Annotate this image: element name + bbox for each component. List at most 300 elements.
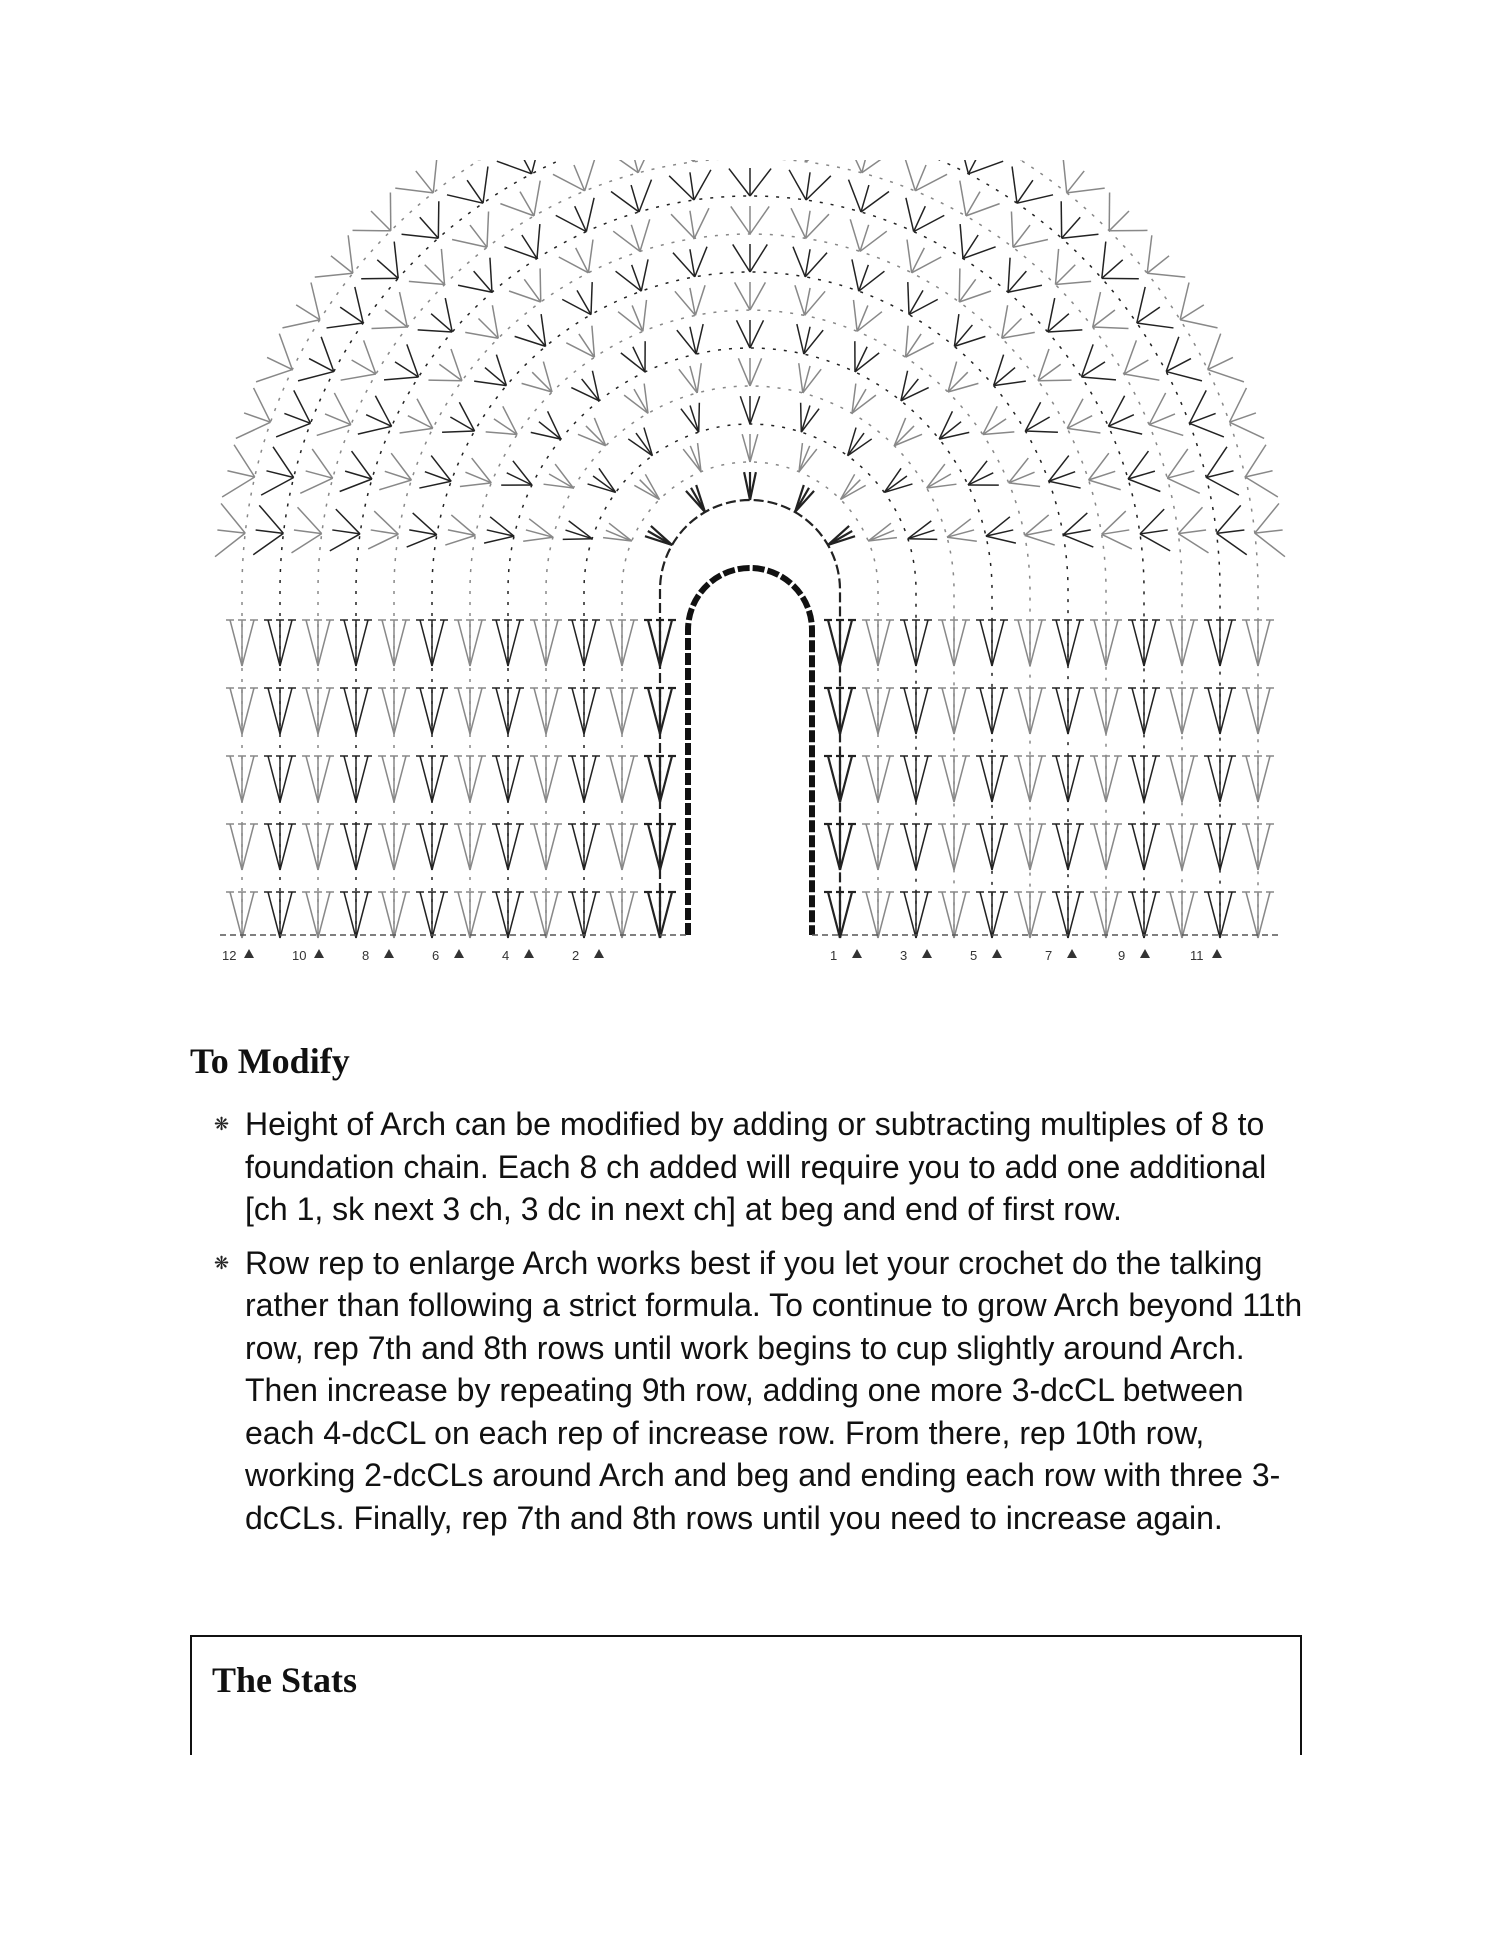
stitch-fan: [465, 305, 498, 338]
stitch-fan: [613, 219, 650, 251]
stitch-fan: [742, 434, 758, 462]
stitch-fan: [938, 824, 970, 870]
row-label-right: 7: [1045, 948, 1053, 963]
stitch-fan: [418, 298, 453, 332]
stitch-fan: [611, 180, 651, 212]
list-item-text: Height of Arch can be modified by adding or subtracting multiples of 8 to foundation chain. Each 8 ch added will require you to add one additional [ch 1, sk next 3 ch, 3 dc in next ch] at beg and end of first row.: [245, 1106, 1267, 1227]
stitch-fan: [606, 620, 638, 666]
stitch-fan: [358, 396, 392, 434]
stitch-fan: [853, 300, 881, 331]
stitch-fan: [959, 268, 991, 302]
stitch-fan: [1128, 892, 1160, 938]
stitch-fan: [1124, 340, 1159, 380]
stitch-fan: [1102, 511, 1132, 549]
stitch-fan: [1090, 688, 1122, 734]
stitch-fan: [568, 892, 600, 938]
stitch-fan: [256, 334, 292, 382]
stitch-fan: [1089, 453, 1121, 490]
stitch-fan: [644, 824, 676, 870]
stitch-fan: [1242, 824, 1274, 870]
stitch-fan: [737, 320, 764, 348]
stitch-fan: [960, 181, 1000, 216]
stitch-fan: [824, 688, 856, 734]
stitch-fan: [226, 892, 258, 938]
stitch-fan: [960, 224, 995, 259]
stitch-fan: [568, 824, 600, 870]
stitch-fan: [852, 259, 884, 291]
stitch-fan: [1166, 756, 1198, 802]
stitch-fan: [1025, 515, 1055, 545]
stitch-fan: [531, 411, 561, 439]
stitch-fan: [947, 519, 977, 541]
stitch-fan: [1204, 824, 1236, 870]
stitch-fan: [454, 756, 486, 802]
stitch-fan: [402, 201, 439, 238]
stitch-fan: [1242, 756, 1274, 802]
stitch-fan: [828, 526, 855, 545]
stitch-fan: [906, 326, 934, 358]
stitch-fan: [1067, 399, 1100, 433]
row-label-right: 3: [900, 948, 908, 963]
stitch-fan: [327, 287, 364, 328]
stitch-fan: [606, 892, 638, 938]
stitch-fan: [409, 249, 445, 285]
stitch-fan: [298, 337, 334, 381]
triangle-up-icon: [524, 949, 534, 958]
stitch-fan: [378, 824, 410, 870]
stitch-fan: [226, 824, 258, 870]
modify-list: [210, 1103, 1310, 1550]
stitch-fan: [445, 515, 475, 545]
arch-ring: [644, 472, 856, 938]
stitch-fan: [1055, 249, 1091, 285]
stitch-fan: [379, 453, 411, 490]
stitch-fan: [621, 341, 645, 372]
stitch-fan: [1108, 396, 1142, 434]
stitch-fan: [226, 620, 258, 666]
stitch-fan: [606, 824, 638, 870]
stitch-fan: [416, 688, 448, 734]
stitch-fan: [1167, 449, 1199, 493]
row-label-left: 2: [572, 948, 580, 963]
stitch-fan: [1166, 620, 1198, 666]
stitch-fan: [300, 449, 332, 493]
stitch-fan: [976, 756, 1008, 802]
stitch-fan: [562, 282, 592, 315]
stitch-fan: [1206, 447, 1239, 495]
stats-box: [190, 1635, 1302, 1755]
row-label-left: 12: [222, 948, 237, 963]
stitch-fan: [588, 468, 616, 492]
stitch-fan: [795, 485, 814, 512]
stitch-fan: [1109, 193, 1147, 231]
stitch-fan: [900, 824, 932, 870]
stitch-fan: [634, 474, 659, 499]
stitch-fan: [559, 240, 593, 273]
row-number-labels: [222, 948, 1222, 963]
stitch-fan: [1012, 167, 1053, 204]
stitch-fan: [1204, 620, 1236, 666]
stitch-fan: [253, 505, 283, 554]
stitch-fan: [894, 418, 922, 446]
stitch-fan: [1052, 756, 1084, 802]
stitch-fan: [261, 447, 294, 495]
stitch-fan: [733, 244, 768, 272]
stitch-fan: [458, 258, 492, 293]
stitch-fan: [368, 511, 398, 549]
stitch-fan: [1217, 505, 1247, 554]
stitch-fan: [416, 620, 448, 666]
row-label-right: 5: [970, 948, 978, 963]
list-item: [210, 1103, 1310, 1231]
stitch-fan: [264, 620, 296, 666]
stitch-fan: [1038, 349, 1072, 381]
stitch-fan: [824, 620, 856, 666]
stitch-fan: [1166, 337, 1202, 381]
stitch-fan: [731, 206, 769, 234]
stitch-fan: [1049, 456, 1081, 488]
list-item: [210, 1242, 1310, 1540]
stitch-fan: [686, 485, 705, 512]
stitch-fan: [523, 519, 553, 541]
stitch-fan: [302, 620, 334, 666]
stitch-fan: [407, 513, 437, 547]
stitch-fan: [419, 456, 451, 488]
arch-ring: [407, 244, 1094, 938]
row-label-right: 11: [1190, 948, 1204, 963]
stitch-fan: [1166, 892, 1198, 938]
stitch-fan: [1242, 620, 1274, 666]
stitch-fan: [530, 620, 562, 666]
stitch-fan: [330, 509, 360, 551]
stitch-fan: [907, 240, 941, 273]
stitch-fan: [353, 193, 391, 231]
stitch-fan: [1052, 892, 1084, 938]
stitch-fan: [855, 341, 879, 372]
stitch-fan: [603, 523, 632, 541]
stitch-fan: [264, 756, 296, 802]
stitch-fan: [492, 688, 524, 734]
stitch-fan: [282, 283, 319, 328]
stitch-fan: [416, 892, 448, 938]
stitch-fan: [1178, 507, 1208, 553]
stitch-fan: [1014, 892, 1046, 938]
stitch-fan: [679, 363, 701, 393]
stitch-fan: [302, 688, 334, 734]
stitch-fan: [801, 403, 819, 432]
stitch-fan: [484, 517, 514, 543]
stitch-fan: [1014, 824, 1046, 870]
triangle-up-icon: [384, 949, 394, 958]
stitch-fan: [378, 620, 410, 666]
arch-ring: [368, 206, 1132, 938]
stitch-fan: [938, 620, 970, 666]
stitch-fan: [927, 464, 957, 488]
stitch-fan: [340, 756, 372, 802]
stitch-fan: [452, 212, 488, 248]
stitch-fan: [1052, 688, 1084, 734]
stitch-fan: [1128, 756, 1160, 802]
triangle-up-icon: [852, 949, 862, 958]
stitch-fan: [1063, 513, 1093, 547]
modify-heading: To Modify: [190, 1041, 350, 1081]
stitch-fan: [954, 314, 985, 346]
stitch-fan: [795, 285, 825, 315]
stitch-fan: [1002, 305, 1035, 338]
arch-ring: [603, 434, 897, 938]
stitch-fan: [683, 443, 701, 472]
stitch-fan: [1093, 292, 1129, 328]
stitch-fan: [454, 892, 486, 938]
stitch-fan: [938, 688, 970, 734]
stitch-fan: [900, 620, 932, 666]
stitch-fan: [1081, 344, 1116, 379]
stitch-fan: [900, 756, 932, 802]
stitch-fan: [340, 824, 372, 870]
stitch-fan: [341, 340, 376, 380]
triangle-up-icon: [992, 949, 1002, 958]
stitch-fan: [340, 620, 372, 666]
stitch-fan: [824, 892, 856, 938]
stitch-fan: [492, 892, 524, 938]
stitch-fan: [317, 393, 351, 435]
stitch-fan: [644, 620, 676, 666]
stitch-fan: [578, 418, 606, 446]
stitch-fan: [1014, 756, 1046, 802]
stitch-fan: [264, 892, 296, 938]
stitch-fan: [1180, 283, 1217, 328]
arch-ring: [253, 160, 1247, 938]
stitch-fan: [501, 461, 532, 485]
stitch-fan: [1208, 334, 1244, 382]
stitch-fan: [340, 892, 372, 938]
stitch-fan: [428, 349, 462, 381]
stitch-fan: [568, 620, 600, 666]
stitch-fan: [378, 688, 410, 734]
stitch-fan: [606, 756, 638, 802]
stitch-fan: [900, 688, 932, 734]
stitch-fan: [852, 384, 876, 414]
stitch-fan: [908, 282, 938, 315]
stitch-fan: [677, 324, 703, 354]
row-label-right: 1: [830, 948, 838, 963]
stitch-fan: [948, 362, 978, 392]
ring-chain: [546, 386, 954, 935]
stitch-fan: [986, 517, 1016, 543]
stitch-fan: [644, 892, 676, 938]
stitch-fan: [522, 362, 552, 392]
stitch-fan: [938, 892, 970, 938]
stitch-fan: [340, 688, 372, 734]
stitch-fan: [1090, 756, 1122, 802]
stitch-fan: [1204, 756, 1236, 802]
stitch-fan: [226, 756, 258, 802]
stitch-fan: [492, 824, 524, 870]
row-label-left: 4: [502, 948, 510, 963]
stitch-fan: [789, 170, 831, 200]
stitch-fan: [738, 358, 761, 386]
stitch-fan: [671, 208, 709, 238]
stitch-fan: [486, 406, 518, 434]
stitch-fan: [447, 167, 488, 204]
stitch-fan: [983, 406, 1015, 434]
stitch-fan: [884, 468, 912, 492]
stitch-fan: [976, 688, 1008, 734]
triangle-up-icon: [1212, 949, 1222, 958]
flower-bullet-icon: ❋: [214, 1114, 230, 1134]
stitch-fan: [400, 399, 433, 433]
triangle-up-icon: [922, 949, 932, 958]
triangle-up-icon: [1140, 949, 1150, 958]
stitch-fan: [276, 390, 310, 437]
stitch-fan: [1014, 688, 1046, 734]
stitch-fan: [530, 688, 562, 734]
stitch-fan: [976, 620, 1008, 666]
stitch-fan: [340, 451, 372, 491]
list-item-text: Row rep to enlarge Arch works best if you let your crochet do the talking rather than following a strict formula. To continue to grow Arch beyond 11th row, rep 7th and 8th rows until work begins to cup slightly around Arch. Then increase by repeating 9th row, adding one more 3-dcCL between each 4-dcCL on each rep of increase row. From there, rep 10th row, working 2-dcCLs around Arch and beg and ending each row with three 3-dcCLs. Finally, rep 7th and 8th rows until you need to increase again.: [245, 1244, 1303, 1536]
stitch-fan: [740, 396, 759, 424]
stitch-fan: [959, 160, 1003, 174]
stitch-fan: [1009, 458, 1040, 486]
stitch-fan: [378, 756, 410, 802]
stitch-fan: [563, 521, 592, 539]
triangle-up-icon: [244, 949, 254, 958]
stitch-fan: [504, 224, 539, 259]
stitch-fan: [938, 756, 970, 802]
stitch-fan: [908, 521, 937, 539]
stitch-fan: [264, 824, 296, 870]
stitch-fan: [530, 824, 562, 870]
stitch-fan: [1061, 201, 1098, 238]
stitch-fan: [1090, 824, 1122, 870]
row-label-left: 6: [432, 948, 440, 963]
triangle-up-icon: [1067, 949, 1077, 958]
stitch-fan: [616, 259, 648, 291]
stitch-fan: [644, 688, 676, 734]
stitch-fan: [1052, 620, 1084, 666]
stitch-fan: [302, 756, 334, 802]
stitch-fan: [1128, 620, 1160, 666]
stitch-fan: [530, 892, 562, 938]
stitch-fan: [645, 526, 672, 545]
stitch-fan: [618, 300, 646, 331]
stitch-fan: [1140, 509, 1170, 551]
stitch-fan: [571, 371, 599, 401]
stitch-fan: [568, 756, 600, 802]
stitch-fan: [906, 198, 944, 232]
stitch-fan: [675, 285, 705, 315]
stitch-fan: [735, 282, 766, 310]
stitch-fan: [669, 170, 711, 200]
stitch-fan: [628, 428, 652, 456]
stitch-fan: [1128, 688, 1160, 734]
stitch-fan: [1255, 503, 1285, 556]
stitch-fan: [939, 411, 969, 439]
stitch-fan: [222, 445, 255, 497]
stitch-fan: [361, 242, 398, 279]
stitch-fan: [1166, 824, 1198, 870]
stitch-fan: [729, 168, 771, 196]
stitch-fan: [1063, 160, 1105, 193]
stats-heading: The Stats: [212, 1660, 358, 1700]
triangle-up-icon: [454, 949, 464, 958]
stitch-fan: [378, 892, 410, 938]
stitch-fan: [624, 384, 648, 414]
stitch-fan: [799, 363, 821, 393]
stitch-fan: [976, 892, 1008, 938]
stitch-fan: [1245, 445, 1278, 497]
stitch-fan: [1128, 824, 1160, 870]
stitch-fan: [530, 756, 562, 802]
stitch-fan: [900, 892, 932, 938]
stitch-fan: [1014, 620, 1046, 666]
stitch-fan: [500, 181, 540, 216]
stitch-fan: [868, 523, 897, 541]
stitch-fan: [442, 402, 475, 432]
foundation-chain: [688, 568, 812, 935]
stitch-fan: [292, 507, 322, 553]
stitch-fan: [824, 756, 856, 802]
row-label-left: 10: [292, 948, 307, 963]
stitch-fan: [841, 474, 866, 499]
stitch-fan: [791, 208, 829, 238]
stitch-fan: [1149, 393, 1183, 435]
crochet-arch-diagram: [200, 160, 1300, 980]
stitch-fan: [1011, 212, 1047, 248]
stitch-fan: [848, 428, 872, 456]
stitch-fan: [976, 824, 1008, 870]
stitch-fan: [644, 756, 676, 802]
stitch-fan: [793, 247, 827, 277]
stitch-fan: [609, 160, 653, 173]
stitch-fan: [847, 160, 891, 173]
row-label-right: 9: [1118, 948, 1126, 963]
stitch-fan: [1052, 824, 1084, 870]
stitch-fan: [824, 824, 856, 870]
stitch-fan: [1166, 688, 1198, 734]
stitch-fan: [454, 688, 486, 734]
stitch-fan: [553, 160, 595, 191]
stitch-fan: [1189, 390, 1223, 437]
stitch-fan: [515, 314, 546, 346]
stitch-fan: [862, 688, 894, 734]
stitch-fan: [1137, 287, 1174, 328]
stitch-fan: [606, 688, 638, 734]
stitch-fan: [862, 756, 894, 802]
stitch-fan: [454, 824, 486, 870]
stitch-fan: [302, 824, 334, 870]
stitch-fan: [1147, 235, 1185, 277]
stitch-fan: [849, 180, 889, 212]
arch-ring: [215, 160, 1285, 938]
stitch-fan: [799, 443, 817, 472]
stitch-fan: [416, 756, 448, 802]
stitch-fan: [862, 620, 894, 666]
stitch-fan: [372, 292, 408, 328]
stitch-fan: [566, 326, 594, 358]
ring-chain: [242, 160, 1258, 935]
triangle-up-icon: [594, 949, 604, 958]
stitch-fan: [968, 461, 999, 485]
stitch-fan: [384, 344, 419, 379]
stitch-fan: [492, 620, 524, 666]
stitch-fan: [1204, 688, 1236, 734]
stitch-fan: [862, 892, 894, 938]
stitch-fan: [1204, 892, 1236, 938]
triangle-up-icon: [314, 949, 324, 958]
stitch-fan: [236, 388, 271, 439]
ring-chain: [584, 424, 916, 935]
